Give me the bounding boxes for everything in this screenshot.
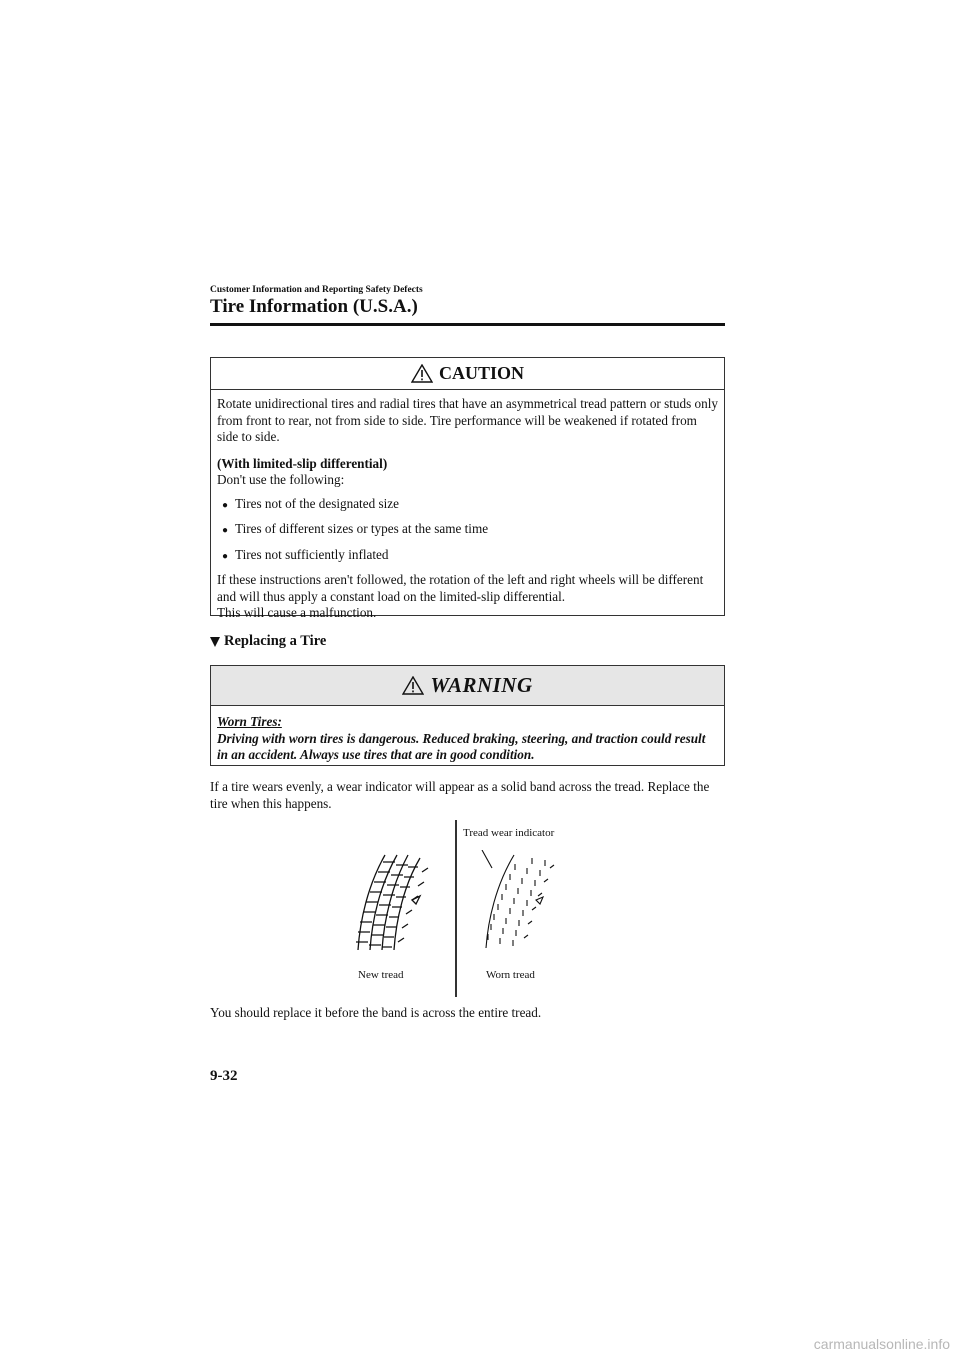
title-divider [210, 323, 725, 326]
bullet-icon: ● [222, 525, 229, 536]
page-number: 9-32 [210, 1068, 238, 1084]
tread-wear-indicator-label: Tread wear indicator [463, 827, 555, 839]
warning-header [211, 666, 724, 706]
caution-paragraph: Rotate unidirectional tires and radial tires that have an asymmetrical tread pattern or studs only from front to rear, not from side to side. Tire performance will be weakened if rotated from side to side. [217, 396, 718, 444]
bullet-icon: ● [222, 550, 229, 562]
list-item [217, 496, 718, 515]
warning-subtitle: Worn Tires: [217, 714, 282, 729]
list-item-text: Tires not of the designated size [235, 495, 399, 511]
list-item [217, 547, 718, 566]
warning-box [210, 665, 725, 766]
replacing-heading [210, 633, 326, 650]
bullet-icon: ● [222, 499, 229, 511]
caution-body [211, 390, 724, 622]
warning-title: WARNING [430, 673, 533, 697]
triangle-down-icon [210, 637, 220, 647]
list-item-text: Tires not sufficiently inflated [235, 546, 389, 562]
new-tread-illustration [350, 850, 440, 955]
caution-closing: If these instructions aren't followed, the rotation of the left and right wheels will be different and will thus apply a constant load on the limited-slip differential. [217, 572, 704, 604]
caution-header [211, 358, 724, 390]
section-header: Customer Information and Reporting Safety Defects [210, 285, 423, 295]
caution-title: CAUTION [438, 363, 524, 383]
worn-tread-illustration [480, 850, 570, 955]
body-paragraph: If a tire wears evenly, a wear indicator will appear as a solid band across the tread. Replace the tire when this happens. [210, 779, 710, 811]
new-tread-label: New tread [358, 969, 404, 981]
body-paragraph: You should replace it before the band is across the entire tread. [210, 1005, 542, 1020]
warning-triangle-icon [402, 676, 424, 695]
caution-intro: Don't use the following: [217, 472, 345, 487]
page-title: Tire Information (U.S.A.) [210, 296, 418, 317]
warning-triangle-icon [411, 364, 433, 383]
replacing-heading-text: Replacing a Tire [224, 633, 327, 649]
list-item [217, 521, 718, 540]
watermark: carmanualsonline.info [813, 1336, 950, 1352]
warning-body [211, 706, 724, 764]
caution-subheading: (With limited-slip differential) [217, 455, 388, 471]
caution-box [210, 357, 725, 620]
warning-text: Driving with worn tires is dangerous. Reduced braking, steering, and traction could result in an accident. Always use tires that are in good condition. [217, 730, 706, 762]
figure-divider [455, 820, 457, 997]
worn-tread-label: Worn tread [486, 969, 535, 981]
list-item-text: Tires of different sizes or types at the same time [235, 521, 489, 536]
caution-closing-2: This will cause a malfunction. [217, 605, 377, 620]
